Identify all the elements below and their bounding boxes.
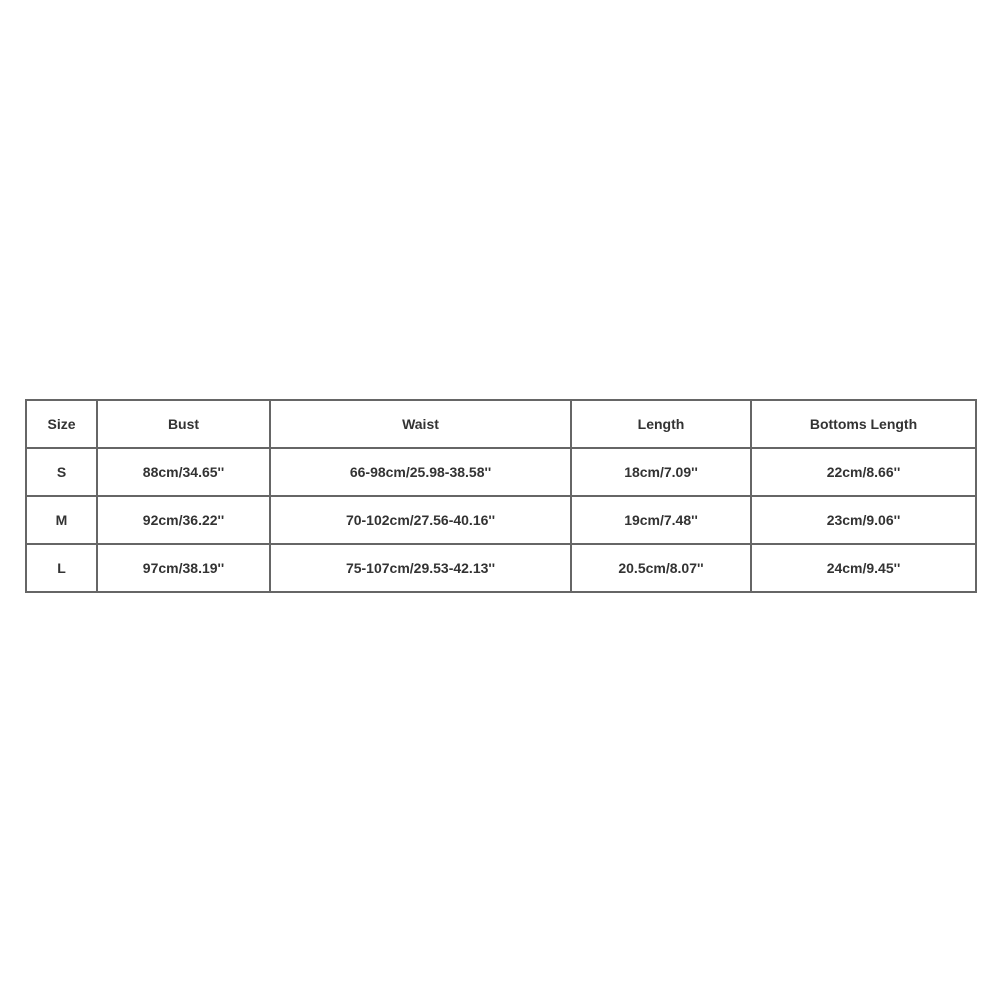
cell-waist: 75-107cm/29.53-42.13''	[270, 544, 571, 592]
cell-length: 19cm/7.48''	[571, 496, 751, 544]
header-bottoms-length: Bottoms Length	[751, 400, 976, 448]
header-bust: Bust	[97, 400, 270, 448]
size-chart-table	[25, 399, 977, 593]
cell-bust: 88cm/34.65''	[97, 448, 270, 496]
table-header-row	[26, 400, 976, 448]
table-row-m	[26, 496, 976, 544]
table-row-l	[26, 544, 976, 592]
cell-waist: 66-98cm/25.98-38.58''	[270, 448, 571, 496]
cell-size: M	[26, 496, 97, 544]
cell-bottoms-length: 23cm/9.06''	[751, 496, 976, 544]
cell-bottoms-length: 22cm/8.66''	[751, 448, 976, 496]
header-size: Size	[26, 400, 97, 448]
cell-waist: 70-102cm/27.56-40.16''	[270, 496, 571, 544]
cell-bottoms-length: 24cm/9.45''	[751, 544, 976, 592]
cell-length: 20.5cm/8.07''	[571, 544, 751, 592]
header-length: Length	[571, 400, 751, 448]
cell-bust: 97cm/38.19''	[97, 544, 270, 592]
cell-length: 18cm/7.09''	[571, 448, 751, 496]
cell-size: L	[26, 544, 97, 592]
cell-bust: 92cm/36.22''	[97, 496, 270, 544]
table-row-s	[26, 448, 976, 496]
header-waist: Waist	[270, 400, 571, 448]
cell-size: S	[26, 448, 97, 496]
